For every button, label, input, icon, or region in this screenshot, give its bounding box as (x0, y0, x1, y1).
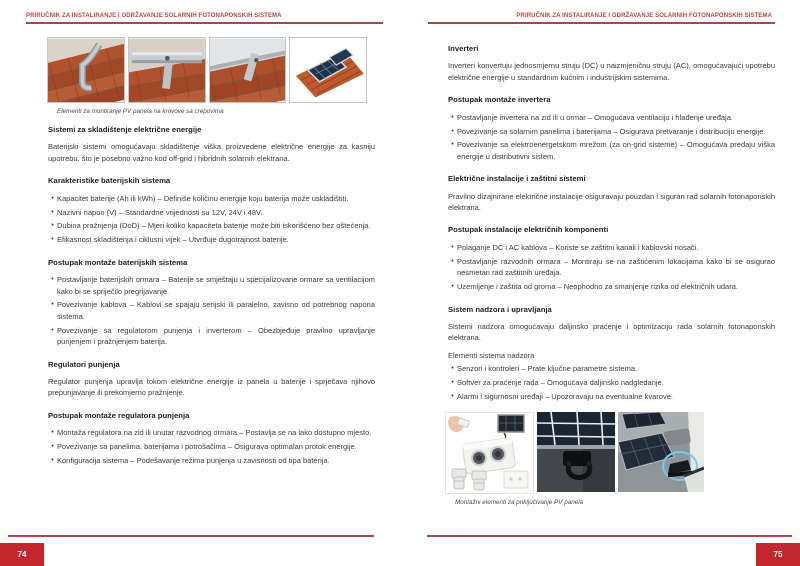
section-heading: Sistem nadzora i upravljanja (448, 304, 552, 314)
bullet-dot: • (51, 194, 54, 202)
section-heading: Postupak montaže regulatora punjenja (48, 410, 190, 420)
bullet-text: Povezivanje sa regulatorom punjenja i inverterom – Obezbjeđuje pravilno upravljanje punjenjem i pražnjenjem baterija. (57, 325, 375, 347)
bullet-item (48, 207, 375, 218)
bullet-text: Polaganje DC i AC kablova – Koriste se zaštitni kanali i kablovski nosači. (457, 242, 699, 252)
header-rule (428, 22, 775, 24)
bullet-item (48, 234, 375, 245)
bullet-text: Postavljanje baterijskih ormara – Baterije se smještaju u specijalizovane ormare sa ventilacijom kako bi se spriječilo pregrijavanje. (57, 275, 375, 296)
running-header: PRIRUČNIK ZA INSTALIRANJE I ODRŽAVANJE SOLARNIH FOTONAPONSKIH SISTEMA (516, 13, 772, 19)
section-paragraph: Regulator punjenja upravlja tokom električne energije iz panela u baterije i sprječava njihovo prepunjavanje ili prekomjerno pražnjenje. (48, 377, 375, 398)
figure-roof-mounting (47, 37, 367, 116)
section-paragraph: Sistemi nadzora omogućavaju daljinsko praćenje i optimizaciju rada solarnih fotonaponskih elektrana. (448, 321, 775, 343)
bullet-item (448, 256, 775, 279)
bullet-text: Kapacitet baterije (Ah ili kWh) – Definiše količinu energije koju baterija može uskladištiti. (57, 193, 349, 203)
page-right (400, 0, 800, 566)
bullet-text: Postavljanje razvodnih ormara – Montiraju se na zaštićenim lokacijama kako bi se osigurao nesmetan rad zaštitnih uređaja. (457, 256, 775, 278)
section-paragraph: Inverteri konvertuju jednosmjernu struju (DC) u naizmjeničnu struju (AC), omogućavajući upotrebu električne energije u standardnim kućnim i industrijskim sistemima. (448, 61, 775, 82)
bullet-text: Povezivanje sa panelima, baterijama i potrošačima – Osigurava optimalan protok energije. (57, 442, 357, 452)
header-rule (26, 22, 383, 24)
bullet-text: Uzemljenje i zaštita od groma – Neophodno za smanjenje rizika od električnih udara. (457, 282, 738, 292)
bullet-item (48, 325, 375, 348)
bullet-item (448, 363, 775, 374)
page-number-badge: 75 (756, 543, 800, 566)
bullet-list (448, 112, 775, 163)
bullet-dot: • (51, 326, 54, 334)
page-number-badge: 74 (0, 543, 44, 566)
bullet-dot: • (451, 141, 454, 149)
bullet-dot: • (51, 222, 54, 230)
bullet-dot: • (451, 283, 454, 291)
bullet-item (448, 139, 775, 162)
section-subline: Elementi sistema nadzora (448, 350, 535, 360)
bullet-item (48, 427, 375, 438)
panel-junction-box-photo (537, 412, 615, 492)
bullet-text: Softver za praćenje rada – Omogućava daljinsko nadgledanje. (457, 378, 664, 388)
section-heading: Postupak instalacije električnih komponenti (448, 225, 609, 235)
bullet-list (448, 363, 775, 402)
bullet-text: Postavljanje invertera na zid ili u ormar – Omogućava ventilaciju i hlađenje uređaja. (457, 112, 733, 122)
bullet-dot: • (51, 208, 54, 216)
roof-hook-on-tiles-photo (47, 37, 125, 103)
bullet-text: Alarmi i sigurnosni uređaji – Upozoravaju na eventualne kvarove. (457, 391, 673, 401)
section-paragraph: Baterijski sistemi omogućavaju skladištenje viška proizvedene električne energije za kasniju upotrebu, što je posebno važno kod off-grid i hibridnih solarnih elektrana. (48, 142, 375, 163)
bullet-dot: • (451, 379, 454, 387)
bullet-text: Efikasnost skladištenja i ciklusni vijek – Utvrđuje dugotrajnost baterije. (57, 235, 289, 245)
bullet-item (48, 274, 375, 297)
bullet-text: Dubina pražnjenja (DoD) – Mjeri koliko kapaciteta baterije može biti iskorišćeno bez oštećenja. (57, 221, 371, 231)
section-heading: Postupak montaže invertera (448, 95, 551, 105)
bullet-item (448, 112, 775, 123)
bullet-dot: • (451, 365, 454, 373)
figure-caption: Montažni elementi za priključivanje PV panela (455, 499, 584, 506)
bullet-list (48, 274, 375, 347)
bullet-item (448, 242, 775, 253)
bullet-dot: • (51, 443, 54, 451)
bullet-dot: • (451, 392, 454, 400)
bullet-text: Povezivanje sa elektroenergetskom mrežom (za on-grid sisteme) – Omogućava predaju viška energije u distributivni sistem. (457, 140, 775, 161)
bullet-list (48, 427, 375, 466)
footer-rule (8, 535, 374, 537)
bullet-dot: • (451, 243, 454, 251)
running-header: PRIRUČNIK ZA INSTALIRANJE I ODRŽAVANJE SOLARNIH FOTONAPONSKIH SISTEMA (26, 13, 282, 19)
pv-panels-on-tile-roof-photo (289, 37, 367, 103)
bullet-item (448, 126, 775, 137)
bullet-dot: • (51, 301, 54, 309)
section-heading: Inverteri (448, 44, 479, 53)
bullet-text: Montaža regulatora na zid ili unutar razvodnog ormara – Postavlja se na lako dostupno mjesto. (57, 428, 372, 438)
bullet-dot: • (451, 113, 454, 121)
figure-image-row (445, 412, 707, 494)
figure-image-row (47, 37, 367, 103)
panel-mounting-bracket-photo (618, 412, 704, 492)
bullet-list (48, 193, 375, 246)
figure-pv-connection (445, 412, 707, 507)
bullet-dot: • (451, 127, 454, 135)
section-heading: Regulatori punjenja (48, 359, 120, 369)
section-paragraph: Pravilno dizajnirane električne instalacije osiguravaju pouzdan i siguran rad solarnih fotonaponskih elektrana. (448, 191, 775, 213)
bullet-item (48, 299, 375, 322)
roof-hook-with-panel-corner-photo (209, 37, 287, 103)
bullet-item (48, 220, 375, 231)
figure-caption: Elementi za montiranje PV panela na krovove sa crepovima (57, 108, 224, 115)
bullet-dot: • (51, 457, 54, 465)
bullet-dot: • (51, 236, 54, 244)
footer-rule (427, 535, 792, 537)
bullet-item (48, 455, 375, 466)
bullet-list (448, 242, 775, 293)
bullet-text: Senzori i kontroleri – Prate ključne parametre sistema. (457, 364, 638, 374)
bullet-text: Povezivanje kablova – Kablovi se spajaju serijski ili paralelno, zavisno od potrebnog napona sistema. (57, 300, 375, 321)
cable-gland-kit-photo (445, 412, 534, 494)
bullet-dot: • (451, 257, 454, 265)
text-column-right (448, 43, 775, 407)
bullet-item (448, 391, 775, 402)
bullet-dot: • (51, 276, 54, 284)
section-heading: Električne instalacije i zaštitni sistemi (448, 174, 586, 184)
bullet-text: Povezivanje sa solarnim panelima i baterijama – Osigurava pretvaranje i distribuciju energije. (457, 126, 766, 136)
bullet-item (448, 377, 775, 388)
bullet-text: Nazivni napon (V) – Standardne vrijednosti su 12V, 24V i 48V. (57, 207, 263, 217)
section-heading: Sistemi za skladištenje električne energije (48, 125, 202, 134)
mounting-rail-on-tiles-photo (128, 37, 206, 103)
section-heading: Postupak montaže baterijskih sistema (48, 257, 188, 267)
bullet-item (48, 193, 375, 204)
bullet-item (448, 281, 775, 292)
bullet-item (48, 441, 375, 452)
bullet-text: Konfiguracija sistema – Podešavanje režima punjenja u zavisnosti od tipa baterija. (57, 456, 330, 466)
text-column-left (48, 124, 375, 471)
section-heading: Karakteristike baterijskih sistema (48, 176, 171, 186)
bullet-dot: • (51, 429, 54, 437)
